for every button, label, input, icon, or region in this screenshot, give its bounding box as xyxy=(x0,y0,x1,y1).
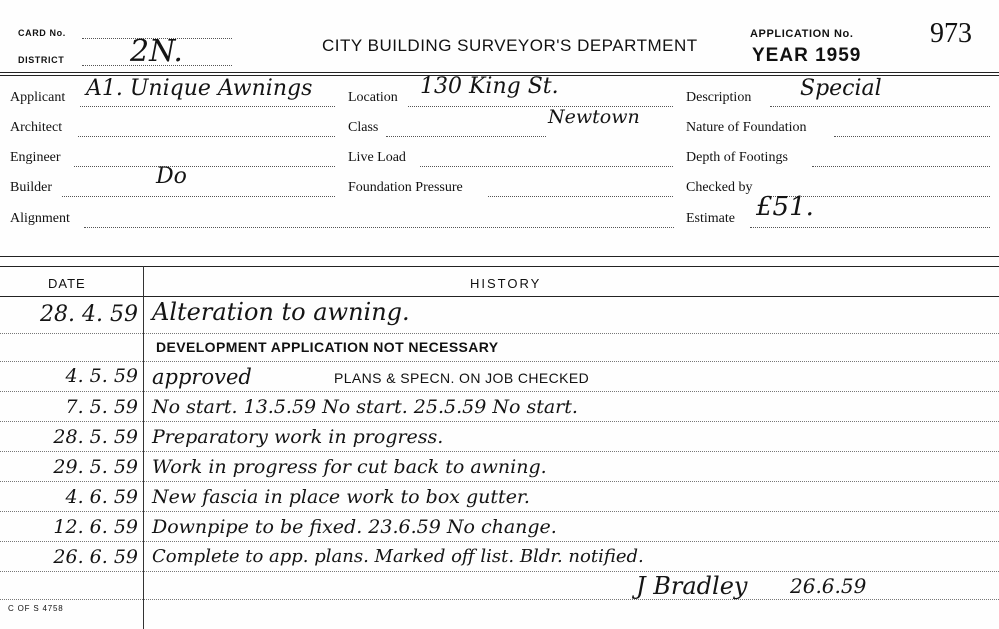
location-value-line2: Newtown xyxy=(548,106,640,128)
applicant-label: Applicant xyxy=(10,90,66,105)
history-date: 4. 5. 59 xyxy=(65,365,138,387)
history-row xyxy=(0,426,999,456)
history-date: 7. 5. 59 xyxy=(65,396,138,418)
history-header: HISTORY xyxy=(470,276,542,291)
department-title: CITY BUILDING SURVEYOR'S DEPARTMENT xyxy=(322,36,698,55)
plans-checked-stamp: PLANS & SPECN. ON JOB CHECKED xyxy=(334,370,590,386)
history-row xyxy=(0,298,999,332)
district-value: 2N. xyxy=(130,34,183,69)
development-stamp: DEVELOPMENT APPLICATION NOT NECESSARY xyxy=(156,339,499,355)
engineer-line xyxy=(74,166,335,167)
engineer-label: Engineer xyxy=(10,150,61,165)
foundation-pressure-label: Foundation Pressure xyxy=(348,180,463,195)
applicant-line xyxy=(80,106,335,107)
history-text: Preparatory work in progress. xyxy=(152,426,444,448)
history-text: Downpipe to be fixed. 23.6.59 No change. xyxy=(152,516,557,538)
card-no-label: CARD No. xyxy=(18,28,66,38)
date-header: DATE xyxy=(48,276,86,291)
history-row xyxy=(0,546,999,576)
district-label: DISTRICT xyxy=(18,55,65,65)
history-text: Alteration to awning. xyxy=(152,298,410,326)
history-row xyxy=(0,516,999,546)
depth-of-footings-line xyxy=(812,166,990,167)
live-load-label: Live Load xyxy=(348,150,406,165)
signature-date: 26.6.59 xyxy=(790,574,867,598)
history-date: 26. 6. 59 xyxy=(53,546,138,568)
history-row xyxy=(0,396,999,426)
description-value: Special xyxy=(800,76,882,101)
history-row xyxy=(0,456,999,486)
description-line xyxy=(770,106,990,107)
history-date: 4. 6. 59 xyxy=(65,486,138,508)
estimate-line xyxy=(750,227,990,228)
foundation-pressure-line xyxy=(488,196,673,197)
history-line xyxy=(0,361,999,362)
estimate-value: £51. xyxy=(756,192,814,222)
history-date: 28. 4. 59 xyxy=(40,302,138,327)
history-date: 12. 6. 59 xyxy=(53,516,138,538)
history-date: 28. 5. 59 xyxy=(53,426,138,448)
applicant-value: A1. Unique Awnings xyxy=(86,76,313,101)
form-code: C OF S 4758 xyxy=(8,604,64,613)
architect-line xyxy=(78,136,335,137)
history-line xyxy=(0,333,999,334)
application-number: 973 xyxy=(930,18,972,49)
history-header-rule xyxy=(0,296,999,297)
application-label: APPLICATION No. xyxy=(750,28,854,40)
builder-line xyxy=(62,196,335,197)
nature-of-foundation-label: Nature of Foundation xyxy=(686,120,807,135)
live-load-line xyxy=(420,166,673,167)
history-date: 29. 5. 59 xyxy=(53,456,138,478)
header-rule xyxy=(0,72,999,73)
location-value: 130 King St. xyxy=(420,74,559,99)
nature-of-foundation-line xyxy=(834,136,990,137)
history-text: New fascia in place work to box gutter. xyxy=(152,486,530,508)
alignment-label: Alignment xyxy=(10,211,70,226)
history-row xyxy=(0,486,999,516)
signature: J Bradley xyxy=(636,572,748,600)
architect-label: Architect xyxy=(10,120,63,135)
alignment-line xyxy=(84,227,674,228)
fields-rule xyxy=(0,256,999,257)
history-line xyxy=(0,599,999,600)
depth-of-footings-label: Depth of Footings xyxy=(686,150,788,165)
history-text: Complete to app. plans. Marked off list. Bldr. notified. xyxy=(152,546,644,567)
description-label: Description xyxy=(686,90,752,105)
history-text: approved xyxy=(152,365,252,389)
builder-value: Do xyxy=(156,164,187,189)
estimate-label: Estimate xyxy=(686,211,735,226)
year-label: YEAR 1959 xyxy=(752,45,862,66)
builder-label: Builder xyxy=(10,180,52,195)
class-label: Class xyxy=(348,120,379,135)
history-text: No start. 13.5.59 No start. 25.5.59 No start. xyxy=(152,396,578,418)
location-label: Location xyxy=(348,90,398,105)
fields-rule-2 xyxy=(0,266,999,267)
history-text: Work in progress for cut back to awning. xyxy=(152,456,547,478)
class-line xyxy=(386,136,546,137)
checked-by-label: Checked by xyxy=(686,180,753,195)
